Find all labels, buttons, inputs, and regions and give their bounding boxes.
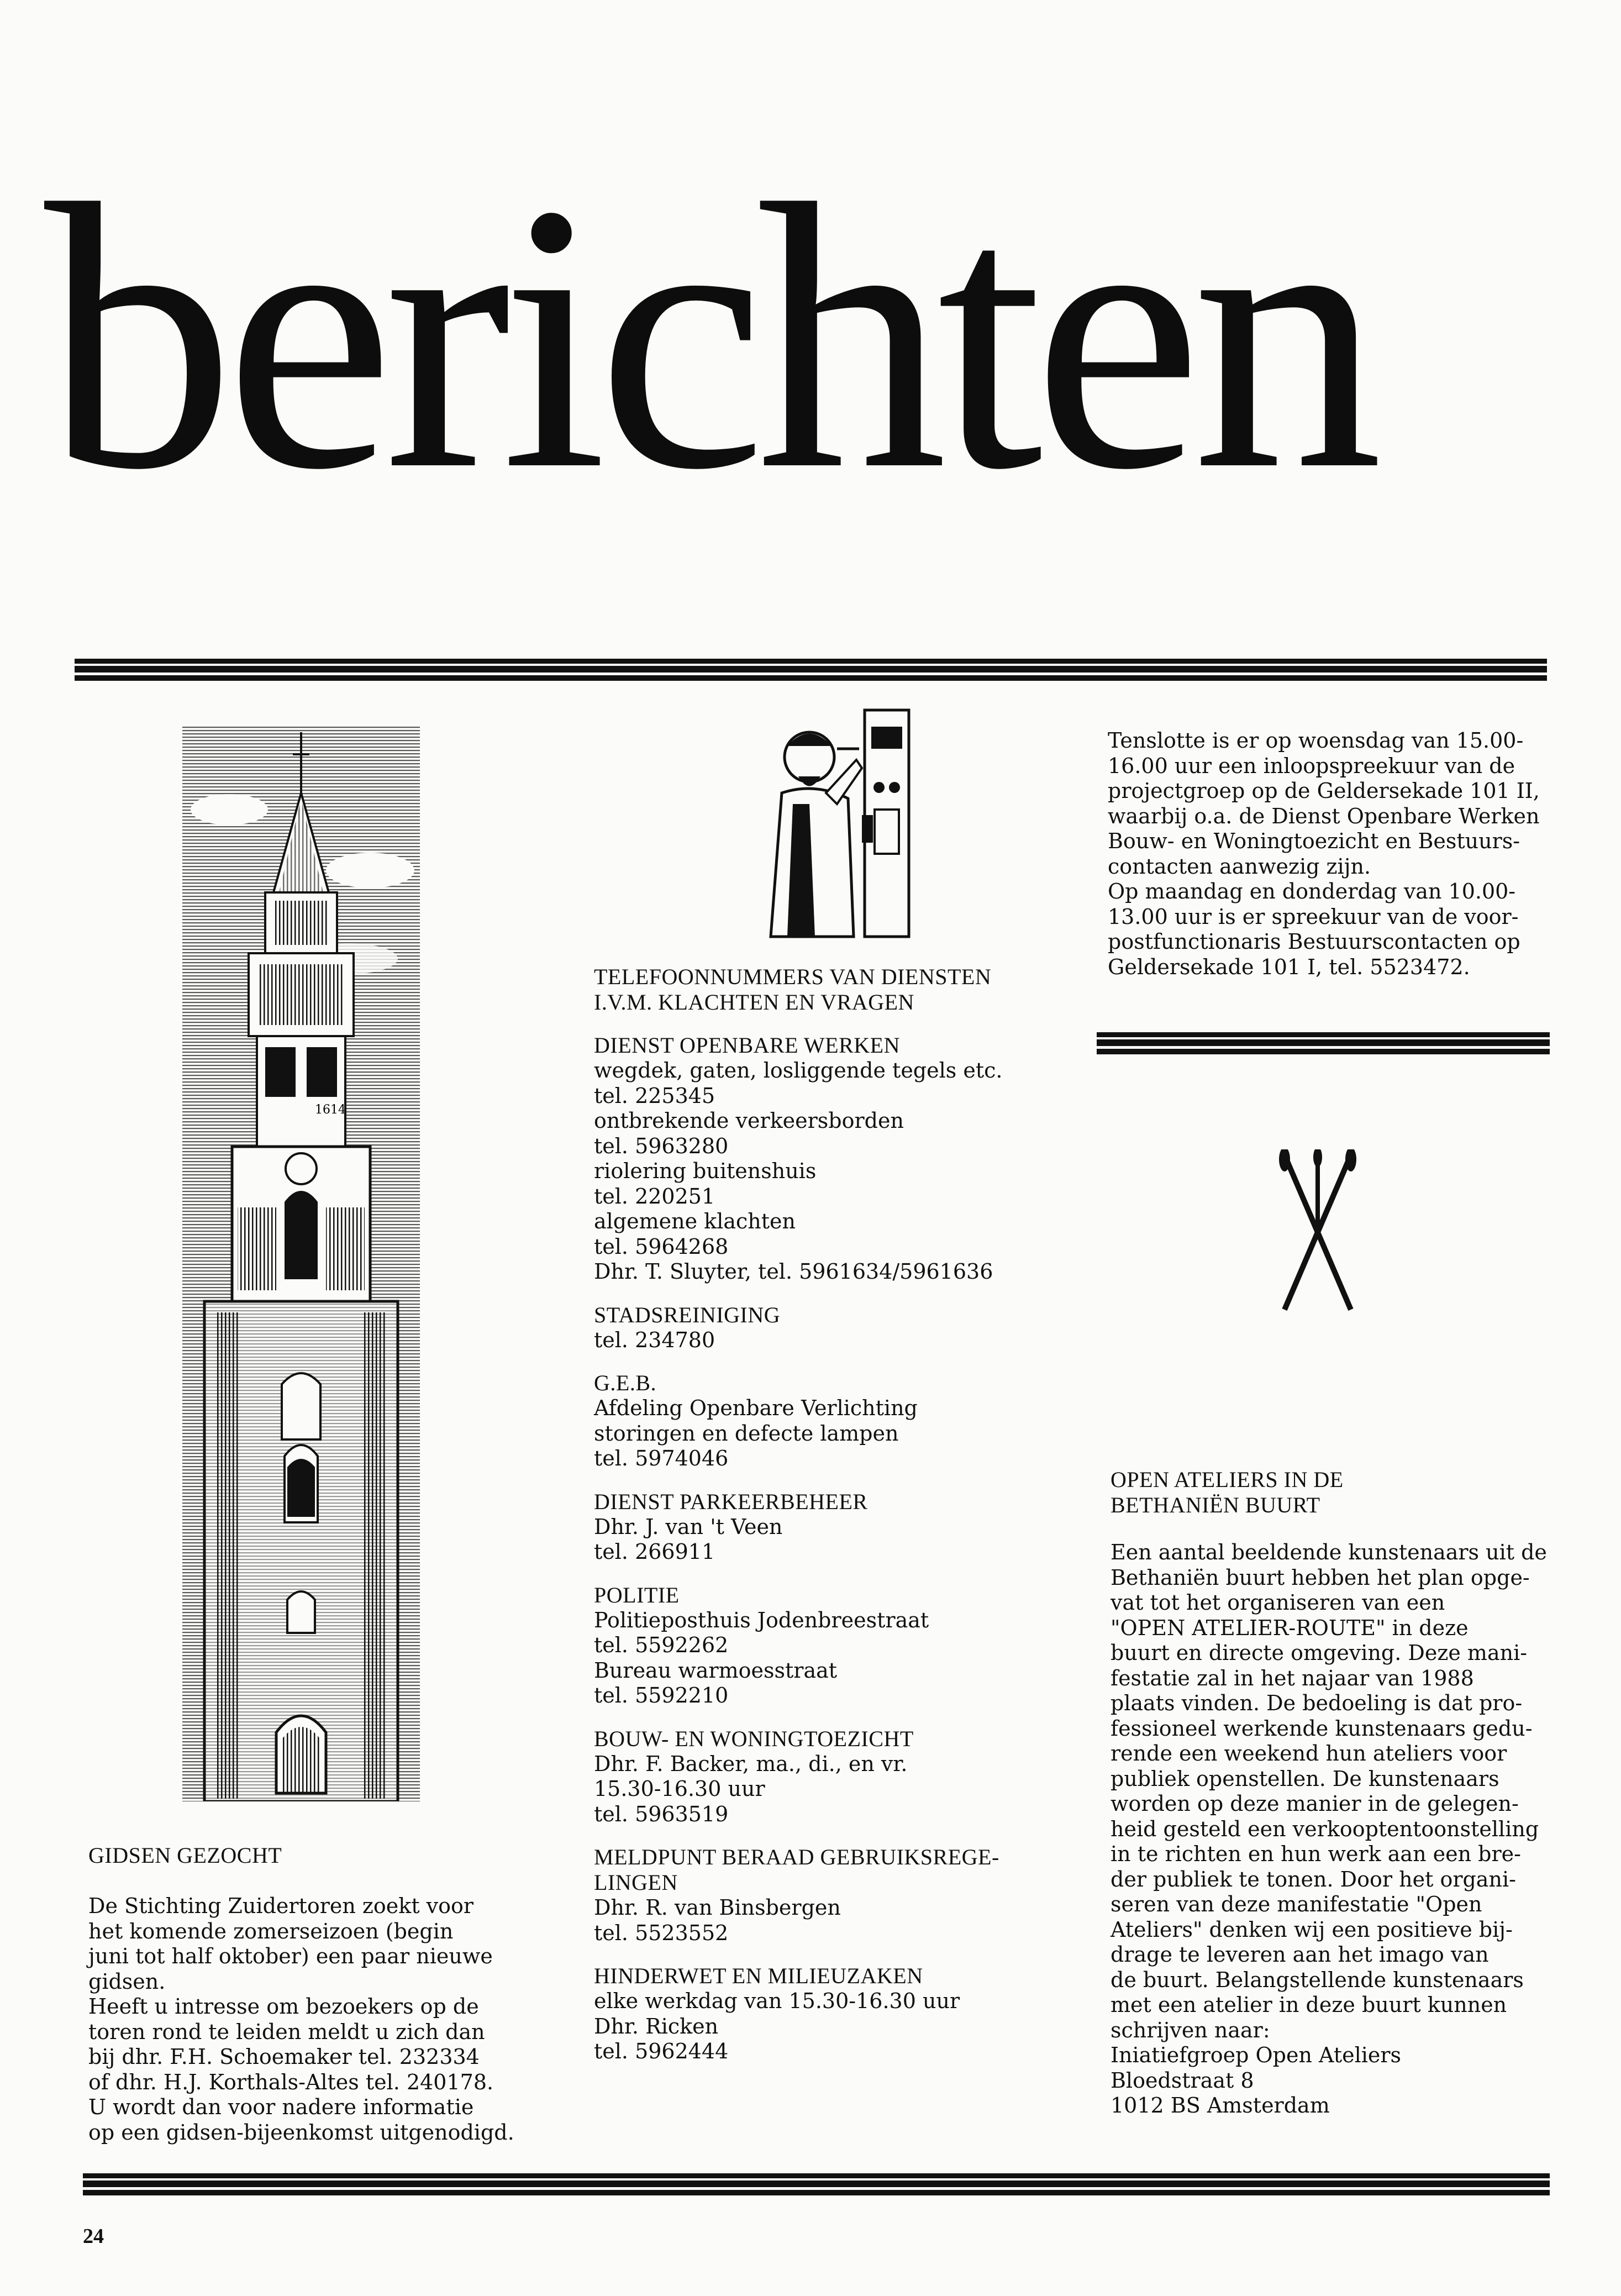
spreekuur-line: 16.00 uur een inloopspreekuur van de xyxy=(1108,753,1515,778)
ateliers-line: met een atelier in deze buurt kunnen xyxy=(1111,1993,1507,2017)
gidsen-line: bij dhr. F.H. Schoemaker tel. 232334 xyxy=(88,2045,480,2069)
telefoon-heading: TELEFOONNUMMERS VAN DIENSTEN xyxy=(594,964,992,989)
gidsen-line: op een gidsen-bijeenkomst uitgenodigd. xyxy=(88,2120,514,2145)
section-line: riolering buitenshuis xyxy=(594,1159,817,1183)
section-heading: HINDERWET EN MILIEUZAKEN xyxy=(594,1963,923,1988)
gidsen-line: Heeft u intresse om bezoekers op de xyxy=(88,1994,479,2019)
ateliers-line: buurt en directe omgeving. Deze mani- xyxy=(1111,1641,1528,1665)
bottom-divider xyxy=(83,2173,1550,2195)
ateliers-line: plaats vinden. De bedoeling is dat pro- xyxy=(1111,1691,1523,1715)
section-line: tel. 5963280 xyxy=(594,1133,729,1158)
ateliers-line: heid gesteld een verkooptentoonstelling xyxy=(1111,1816,1539,1841)
tower-illustration xyxy=(182,727,420,1801)
section-line: tel. 5592210 xyxy=(594,1683,729,1707)
section-heading: BOUW- EN WONINGTOEZICHT xyxy=(594,1726,914,1751)
ateliers-line: de buurt. Belangstellende kunstenaars xyxy=(1111,1967,1524,1992)
section-line: Afdeling Openbare Verlichting xyxy=(594,1396,918,1420)
gidsen-line: juni tot half oktober) een paar nieuwe xyxy=(88,1944,493,1968)
section-line: Dhr. T. Sluyter, tel. 5961634/5961636 xyxy=(594,1259,993,1284)
top-divider xyxy=(75,659,1547,681)
section-line: algemene klachten xyxy=(594,1209,796,1233)
spreekuur-line: Tenslotte is er op woensdag van 15.00- xyxy=(1108,728,1524,753)
brushes-illustration xyxy=(1273,1149,1362,1315)
section-line: Dhr. J. van 't Veen xyxy=(594,1514,783,1539)
section-line: tel. 225345 xyxy=(594,1083,715,1108)
svg-text:1614: 1614 xyxy=(315,1103,346,1117)
ateliers-line: schrijven naar: xyxy=(1111,2017,1270,2042)
ateliers-line: Ateliers" denken wij een positieve bij- xyxy=(1111,1917,1513,1942)
gidsen-line: het komende zomerseizoen (begin xyxy=(88,1919,454,1943)
section-line: elke werkdag van 15.30-16.30 uur xyxy=(594,1989,960,2013)
section-line: wegdek, gaten, losliggende tegels etc. xyxy=(594,1058,1003,1083)
section-line: tel. 234780 xyxy=(594,1327,715,1352)
spreekuur-line: 13.00 uur is er spreekuur van de voor- xyxy=(1108,904,1519,929)
section-heading: DIENST OPENBARE WERKEN xyxy=(594,1033,900,1058)
spreekuur-line: contacten aanwezig zijn. xyxy=(1108,854,1371,879)
section-heading: DIENST PARKEERBEHEER xyxy=(594,1489,868,1514)
gidsen-line: U wordt dan voor nadere informatie xyxy=(88,2095,474,2119)
ateliers-line: seren van deze manifestatie "Open xyxy=(1111,1892,1482,1916)
section-line: Dhr. F. Backer, ma., di., en vr. xyxy=(594,1751,908,1776)
ateliers-line: "OPEN ATELIER-ROUTE" in deze xyxy=(1111,1615,1469,1640)
gidsen-heading: GIDSEN GEZOCHT xyxy=(88,1843,282,1868)
ateliers-heading: BETHANIËN BUURT xyxy=(1111,1493,1320,1517)
ateliers-article xyxy=(1111,1467,1586,2119)
spreekuur-line: waarbij o.a. de Dienst Openbare Werken xyxy=(1108,803,1540,828)
telephone-illustration xyxy=(749,705,914,939)
ateliers-line: rende een weekend hun ateliers voor xyxy=(1111,1741,1507,1766)
ateliers-line: Bloedstraat 8 xyxy=(1111,2068,1254,2093)
section-line: tel. 5962444 xyxy=(594,2039,729,2063)
ateliers-line: worden op deze manier in de gelegen- xyxy=(1111,1791,1519,1816)
section-line: tel. 266911 xyxy=(594,1540,715,1564)
section-heading: MELDPUNT BERAAD GEBRUIKSREGE- LINGEN xyxy=(594,1845,999,1895)
ateliers-line: 1012 BS Amsterdam xyxy=(1111,2093,1330,2118)
ateliers-line: vat tot het organiseren van een xyxy=(1111,1590,1445,1615)
gidsen-line: gidsen. xyxy=(88,1969,166,1994)
gidsen-article xyxy=(88,1843,569,2145)
gidsen-line: of dhr. H.J. Korthals-Altes tel. 240178. xyxy=(88,2069,494,2094)
section-line: Dhr. R. van Binsbergen xyxy=(594,1895,841,1920)
section-line: storingen en defecte lampen xyxy=(594,1421,899,1446)
spreekuur-line: Op maandag en donderdag van 10.00- xyxy=(1108,879,1516,903)
section-line: ontbrekende verkeersborden xyxy=(594,1108,904,1133)
page-number: 24 xyxy=(83,2225,104,2248)
gidsen-line: De Stichting Zuidertoren zoekt voor xyxy=(88,1894,474,1918)
spreekuur-line: Geldersekade 101 I, tel. 5523472. xyxy=(1108,954,1470,979)
section-line: Bureau warmoesstraat xyxy=(594,1658,838,1683)
ateliers-line: festatie zal in het najaar van 1988 xyxy=(1111,1665,1474,1690)
middle-divider xyxy=(1097,1032,1550,1054)
ateliers-line: der publiek te tonen. Door het organi- xyxy=(1111,1867,1516,1892)
spreekuur-line: projectgroep op de Geldersekade 101 II, xyxy=(1108,779,1540,803)
ateliers-line: Bethaniën buurt hebben het plan opge- xyxy=(1111,1565,1530,1590)
ateliers-line: Iniatiefgroep Open Ateliers xyxy=(1111,2043,1402,2067)
page-title: berichten xyxy=(44,126,1373,548)
telefoon-heading: I.V.M. KLACHTEN EN VRAGEN xyxy=(594,990,914,1015)
telefoon-article xyxy=(594,964,1091,2064)
section-line: tel. 5963519 xyxy=(594,1801,729,1826)
section-line: Politieposthuis Jodenbreestraat xyxy=(594,1607,929,1632)
ateliers-line: drage te leveren aan het imago van xyxy=(1111,1942,1489,1967)
ateliers-line: Een aantal beeldende kunstenaars uit de xyxy=(1111,1540,1547,1564)
ateliers-line: in te richten en hun werk aan een bre- xyxy=(1111,1842,1521,1866)
gidsen-line: toren rond te leiden meldt u zich dan xyxy=(88,2019,485,2044)
spreekuur-line: postfunctionaris Bestuurscontacten op xyxy=(1108,929,1520,954)
section-heading: POLITIE xyxy=(594,1582,680,1607)
section-heading: G.E.B. xyxy=(594,1370,656,1395)
section-heading: STADSREINIGING xyxy=(594,1302,781,1327)
section-line: tel. 5523552 xyxy=(594,1920,729,1945)
section-line: 15.30-16.30 uur xyxy=(594,1777,765,1801)
spreekuur-line: Bouw- en Woningtoezicht en Bestuurs- xyxy=(1108,829,1520,853)
ateliers-line: fessioneel werkende kunstenaars gedu- xyxy=(1111,1716,1533,1741)
section-line: tel. 5964268 xyxy=(594,1234,729,1259)
section-line: tel. 220251 xyxy=(594,1184,715,1209)
ateliers-line: publiek openstellen. De kunstenaars xyxy=(1111,1766,1499,1791)
section-line: tel. 5974046 xyxy=(594,1446,729,1470)
section-line: Dhr. Ricken xyxy=(594,2014,719,2038)
section-line: tel. 5592262 xyxy=(594,1633,729,1657)
spreekuur-article xyxy=(1108,728,1583,980)
ateliers-heading: OPEN ATELIERS IN DE xyxy=(1111,1467,1344,1492)
